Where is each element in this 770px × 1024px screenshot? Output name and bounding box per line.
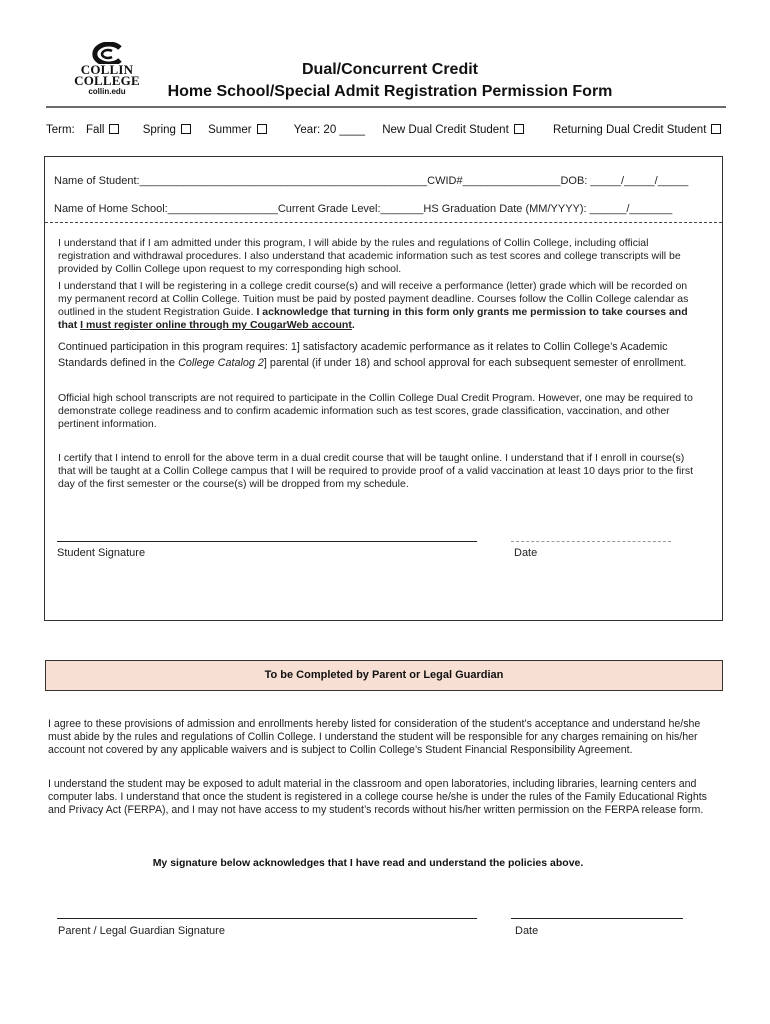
term-label: Term: [46,124,75,137]
term-fall-checkbox[interactable] [109,124,119,134]
new-student-option[interactable] [382,124,524,136]
paragraph-rules: I understand that if I am admitted under this program, I will abide by the rules and regulations of Collin College, including official registration and withdrawal procedures. I also understand that academic information such as test scores and college transcripts will be provided by Collin College upon request to my corresponding high school. [58,237,681,275]
guardian-paragraph-provisions: I agree to these provisions of admission and enrollments hereby listed for consideration of the student’s acceptance and understand he/she must abide by the rules and regulations of Collin College. I understand the student will be responsible for any charges remaining on his/her account not covered by any applicable waivers and is subject to Collin College’s Student Financial Responsibility Agreement. [48,718,701,756]
p2-text: I understand that I will be registering in a college credit course(s) and will receive a performance (letter) grade which will be recorded on my permanent record at Collin College. Tuition must be paid by posted payment deadline. Courses follow the Collin College calendar as outlined in the student Registration Guide. [58,280,689,318]
cougarweb-instruction: I must register online through my CougarWeb account [80,319,352,331]
p2-end: . [351,319,355,331]
paragraph-registration [58,280,698,332]
term-fall-option[interactable] [86,124,120,136]
new-student-label: New Dual Credit Student [382,124,509,136]
returning-student-checkbox[interactable] [711,124,721,134]
college-catalog-reference: College Catalog 2 [178,356,264,369]
term-spring-label: Spring [142,124,176,136]
guardian-paragraph-ferpa: I understand the student may be exposed to adult material in the classroom and open laboratories, including libraries, learning centers and computer labs. I understand that once the student is registered in a college course he/she is under the rules of the Family Educational Rights and Privacy Act (FERPA), and I may not have access to my student’s records without his/her written permission on the FERPA release form. [48,778,707,816]
paragraph-transcripts: Official high school transcripts are not required to participate in the Collin College Dual Credit Program. However, one may be required to demonstrate college readiness and to confirm academic information such as test scores, grade classification, vaccination, and other pertinent information. [58,392,693,430]
term-selection-row [46,124,736,136]
term-summer-label: Summer [208,124,252,136]
student-info-row[interactable]: Name of Student:_______________________________________________CWID#________________DOB: _____/_____/_____ [54,175,689,187]
student-date-line[interactable] [511,541,671,542]
collin-college-logo [72,42,142,102]
logo-url: collin.edu [88,87,126,96]
term-spring-checkbox[interactable] [181,124,191,134]
dashed-divider [45,222,722,223]
guardian-date-line[interactable] [511,918,683,919]
term-fall-label: Fall [85,124,105,136]
student-date-label: Date [514,547,538,559]
student-signature-line[interactable] [57,541,477,542]
p3-end: ] parental (if under 18) and school approval for each subsequent semester of enrollment. [263,356,687,369]
guardian-signature-label: Parent / Legal Guardian Signature [58,925,225,937]
term-spring-option[interactable] [143,124,191,136]
guardian-date-label: Date [515,925,539,937]
student-signature-label: Student Signature [57,547,146,559]
guardian-acknowledgement: My signature below acknowledges that I have read and understand the policies above. [152,857,584,869]
term-summer-checkbox[interactable] [257,124,267,134]
p2-bold-text: I acknowledge that turning in this form only grants me permission to take courses and that [58,306,688,331]
new-student-checkbox[interactable] [514,124,524,134]
logo-line-2: COLLEGE [74,73,140,88]
guardian-section-banner: To be Completed by Parent or Legal Guardian [45,660,723,691]
paragraph-continued-participation [58,340,698,371]
returning-student-label: Returning Dual Credit Student [552,124,707,136]
collin-logo-icon [90,42,124,64]
form-title-line-2: Home School/Special Admit Registration Permission Form [167,83,613,100]
school-info-row[interactable]: Name of Home School:__________________Current Grade Level:_______HS Graduation Date (MM/YYYY): ______/_______ [54,203,673,215]
guardian-signature-line[interactable] [57,918,477,919]
term-summer-option[interactable] [208,124,266,136]
returning-student-option[interactable] [553,124,721,136]
year-field[interactable]: Year: 20 ____ [293,124,365,137]
p3-text: Continued participation in this program requires: 1] satisfactory academic performance as it relates to Collin College’s Academic Standards defined in the [58,341,668,369]
header-divider [46,106,726,108]
form-title-line-1: Dual/Concurrent Credit [301,61,478,78]
paragraph-certification: I certify that I intend to enroll for the above term in a dual credit course that will be taught online. I understand that if I enroll in course(s) that will be taught at a Collin College campus that I will be required to provide proof of a valid vaccination at least 10 days prior to the first day of the first semester or the course(s) will be dropped from my schedule. [58,452,694,490]
logo-line-1: COLLIN [80,62,134,77]
student-section-box [44,156,723,621]
